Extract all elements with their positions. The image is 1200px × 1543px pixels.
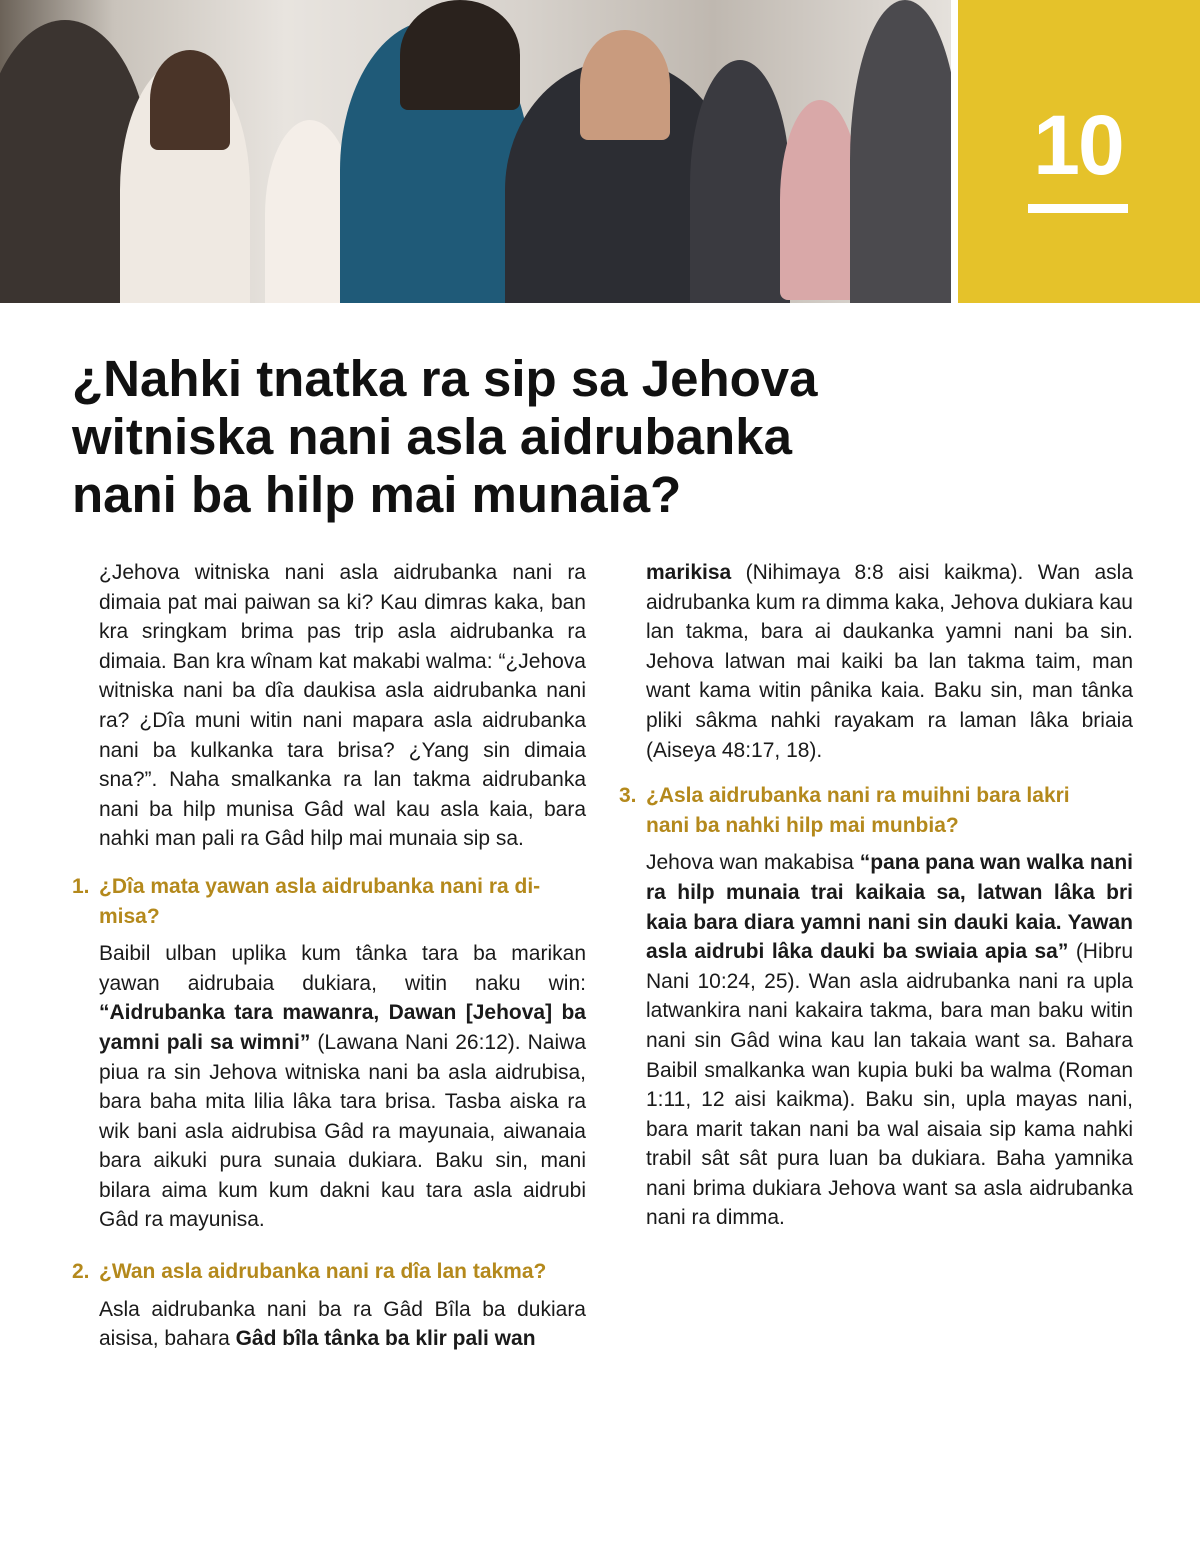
right-column xyxy=(619,558,1133,1243)
question-number: 1. xyxy=(72,874,90,898)
section-answer-2-continued xyxy=(646,558,1133,765)
answer-text: (Hibru Nani 10:24, 25). Wan asla aidrubanka nani ra upla latwankira nani kakaira takma, bara man baku witin nani sin Gâd wina kau lan takaia want sa. Bahara Baibil smalkanka wan kupia buki ba walma (Roman 1:11, 12 aisi kaikma). Baku sin, upla mayas nani, bara marit takan nani ba wal aisaia sip kama nahki trabil sât sât pura luan ba dukiara. Baha yamnika nani brima dukiara Jehova want sa asla aidrubanka nani ra dimma. xyxy=(646,940,1133,1230)
question-text: ¿Asla aidrubanka nani ra muihni bara lakri nani ba nahki hilp mai munbia? xyxy=(646,784,1070,837)
answer-text: Baibil ulban uplika kum tânka tara ba marikan yawan aidrubaia dukiara, witin naku win: xyxy=(99,942,586,995)
section-question-1 xyxy=(72,872,586,931)
left-column xyxy=(72,558,586,1364)
section-answer-2 xyxy=(99,1295,586,1354)
page-title: ¿Nahki tnatka ra sip sa Jehova witniska nani asla aidrubanka nani ba hilp mai munaia? xyxy=(72,350,818,523)
question-number: 3. xyxy=(619,784,637,808)
answer-text: Asla aidrubanka nani ba ra Gâd Bîla ba dukiara aisisa, bahara xyxy=(99,1297,586,1351)
question-text: ¿Dîa mata yawan asla aidrubanka nani ra dimisa? xyxy=(99,874,541,928)
key-point: marikisa xyxy=(646,561,732,584)
key-point: Gâd bîla tânka ba klir pali wan xyxy=(235,1327,536,1351)
congregation-meeting-photo xyxy=(0,0,951,303)
lesson-number-badge xyxy=(958,0,1200,303)
section-answer-3 xyxy=(646,848,1133,1233)
question-text: ¿Wan asla aidrubanka nani ra dîa lan takma? xyxy=(99,1260,547,1284)
lesson-number-underline xyxy=(1028,204,1128,213)
section-answer-1 xyxy=(99,939,586,1235)
lesson-number: 10 xyxy=(1033,98,1123,192)
scripture-quote: “pana pana wan walka nani ra hilp munaia trai kaikaia sa, latwan lâka bri kaia bara diara yamni nani sin dauki kaia. Yawan asla aidrubi lâka dauki ba swiaia apia sa” xyxy=(646,851,1133,964)
answer-text: Jehova wan makabisa xyxy=(646,851,860,875)
section-question-3 xyxy=(619,781,1133,840)
scripture-quote: “Aidrubanka tara mawanra, Dawan [Jehova] ba yamni pali sa wimni” xyxy=(99,1001,586,1054)
section-question-2 xyxy=(72,1257,586,1287)
intro-paragraph: ¿Jehova witniska nani asla aidrubanka nani ra dimaia pat mai paiwan sa ki? Kau dimras kaka, ban kra sringkam brima pas trip asla aidrubanka ra dimaia. Ban kra wînam kat makabi walma: “¿Jehova witniska nani ba dîa daukisa asla aidrubanka nani ra? ¿Dîa muni witin nani mapara asla aidrubanka nani ba kulkanka tara brisa? ¿Yang sin dimaia sna?”. Naha smalkanka ra lan takma aidrubanka nani ba hilp munisa Gâd wal kau asla kaia, bara nahki man pali ra Gâd hilp mai munaia sip sa. xyxy=(99,561,586,851)
answer-text: (Lawana Nani 26:12). Naiwa piua ra sin Jehova witniska nani ba asla aidrubisa, bara baha mita lilia lâka tara brisa. Tasba aiska ra wik bani asla aidrubisa Gâd ra mayunaia, aiwanaia bara aikuki pura sunaia dukiara. Baku sin, mani bilara aima kum kum dakni kau tara asla aidrubi Gâd ra mayunisa. xyxy=(99,1030,586,1232)
question-number: 2. xyxy=(72,1260,90,1284)
answer-text: (Nihimaya 8:8 aisi kaikma). Wan asla aidrubanka kum ra dimma kaka, Jehova dukiara kau lan takma, bara ai daukanka yamni nani ba sin. Jehova latwan mai kaiki ba lan takma taim, man want kama witin pânika kaia. Baku sin, man tânka pliki sâkma nahki rayakam ra laman lâka briaia (Aiseya 48:17, 18). xyxy=(646,561,1133,762)
